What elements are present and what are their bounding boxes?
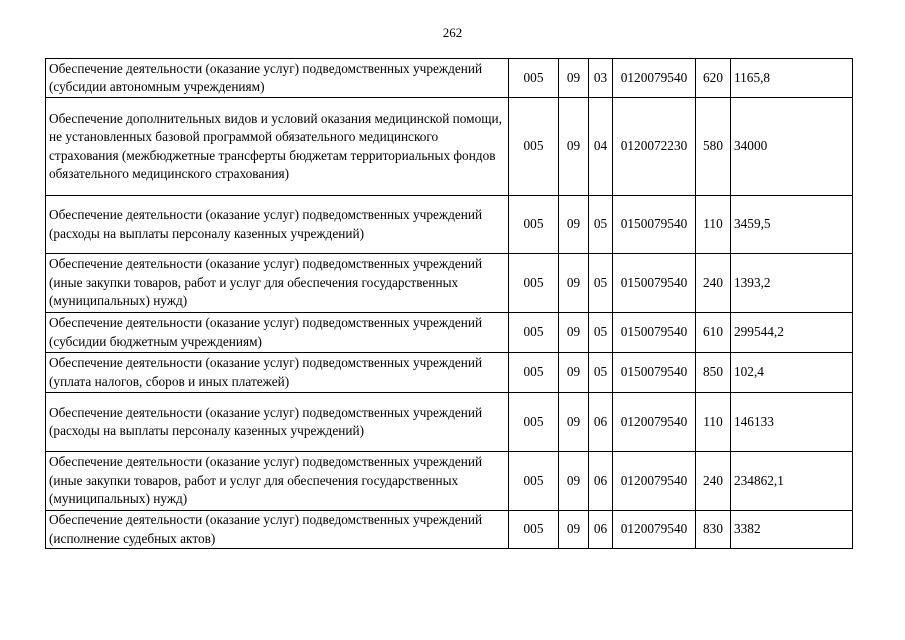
subsection-code: 06 <box>589 452 613 511</box>
admin-code: 005 <box>509 452 559 511</box>
amount: 3459,5 <box>731 196 853 254</box>
section-code: 09 <box>559 59 589 98</box>
section-code: 09 <box>559 196 589 254</box>
section-code: 09 <box>559 98 589 196</box>
admin-code: 005 <box>509 353 559 393</box>
table-row <box>46 313 853 353</box>
amount: 146133 <box>731 393 853 452</box>
expense-type-code: 620 <box>696 59 731 98</box>
section-code: 09 <box>559 393 589 452</box>
budget-table <box>45 58 853 549</box>
target-article-code: 0120072230 <box>613 98 696 196</box>
target-article-code: 0150079540 <box>613 196 696 254</box>
expense-description: Обеспечение деятельности (оказание услуг) подведомственных учреждений (иные закупки товаров, работ и услуг для обеспечения государственных (муниципальных) нужд) <box>46 254 509 313</box>
table-row <box>46 511 853 549</box>
target-article-code: 0120079540 <box>613 393 696 452</box>
expense-type-code: 580 <box>696 98 731 196</box>
admin-code: 005 <box>509 98 559 196</box>
expense-type-code: 830 <box>696 511 731 549</box>
expense-description: Обеспечение дополнительных видов и условий оказания медицинской помощи, не установленных базовой программой обязательного медицинского страхования (межбюджетные трансферты бюджетам территориальных фондов обязательного медицинского страхования) <box>46 98 509 196</box>
section-code: 09 <box>559 353 589 393</box>
expense-type-code: 110 <box>696 393 731 452</box>
amount: 3382 <box>731 511 853 549</box>
target-article-code: 0120079540 <box>613 59 696 98</box>
section-code: 09 <box>559 511 589 549</box>
expense-type-code: 110 <box>696 196 731 254</box>
table-row <box>46 393 853 452</box>
subsection-code: 05 <box>589 353 613 393</box>
table-row <box>46 452 853 511</box>
expense-description: Обеспечение деятельности (оказание услуг) подведомственных учреждений (субсидии бюджетным учреждениям) <box>46 313 509 353</box>
table-row <box>46 59 853 98</box>
expense-description: Обеспечение деятельности (оказание услуг) подведомственных учреждений (расходы на выплаты персоналу казенных учреждений) <box>46 393 509 452</box>
target-article-code: 0120079540 <box>613 511 696 549</box>
subsection-code: 03 <box>589 59 613 98</box>
admin-code: 005 <box>509 393 559 452</box>
amount: 299544,2 <box>731 313 853 353</box>
table-row <box>46 254 853 313</box>
table-row <box>46 98 853 196</box>
target-article-code: 0150079540 <box>613 353 696 393</box>
subsection-code: 06 <box>589 393 613 452</box>
page-number: 262 <box>442 25 463 40</box>
target-article-code: 0150079540 <box>613 254 696 313</box>
table-row <box>46 196 853 254</box>
subsection-code: 05 <box>589 254 613 313</box>
subsection-code: 05 <box>589 196 613 254</box>
target-article-code: 0150079540 <box>613 313 696 353</box>
amount: 1393,2 <box>731 254 853 313</box>
expense-type-code: 850 <box>696 353 731 393</box>
section-code: 09 <box>559 452 589 511</box>
admin-code: 005 <box>509 59 559 98</box>
table-row <box>46 353 853 393</box>
expense-type-code: 610 <box>696 313 731 353</box>
expense-description: Обеспечение деятельности (оказание услуг) подведомственных учреждений (исполнение судебных актов) <box>46 511 509 549</box>
admin-code: 005 <box>509 254 559 313</box>
expense-description: Обеспечение деятельности (оказание услуг) подведомственных учреждений (уплата налогов, сборов и иных платежей) <box>46 353 509 393</box>
amount: 34000 <box>731 98 853 196</box>
expense-type-code: 240 <box>696 254 731 313</box>
section-code: 09 <box>559 313 589 353</box>
expense-description: Обеспечение деятельности (оказание услуг) подведомственных учреждений (иные закупки товаров, работ и услуг для обеспечения государственных (муниципальных) нужд) <box>46 452 509 511</box>
target-article-code: 0120079540 <box>613 452 696 511</box>
subsection-code: 06 <box>589 511 613 549</box>
expense-description: Обеспечение деятельности (оказание услуг) подведомственных учреждений (субсидии автономным учреждениям) <box>46 59 509 98</box>
subsection-code: 05 <box>589 313 613 353</box>
admin-code: 005 <box>509 196 559 254</box>
amount: 234862,1 <box>731 452 853 511</box>
subsection-code: 04 <box>589 98 613 196</box>
expense-type-code: 240 <box>696 452 731 511</box>
admin-code: 005 <box>509 313 559 353</box>
admin-code: 005 <box>509 511 559 549</box>
expense-description: Обеспечение деятельности (оказание услуг) подведомственных учреждений (расходы на выплаты персоналу казенных учреждений) <box>46 196 509 254</box>
amount: 102,4 <box>731 353 853 393</box>
section-code: 09 <box>559 254 589 313</box>
amount: 1165,8 <box>731 59 853 98</box>
